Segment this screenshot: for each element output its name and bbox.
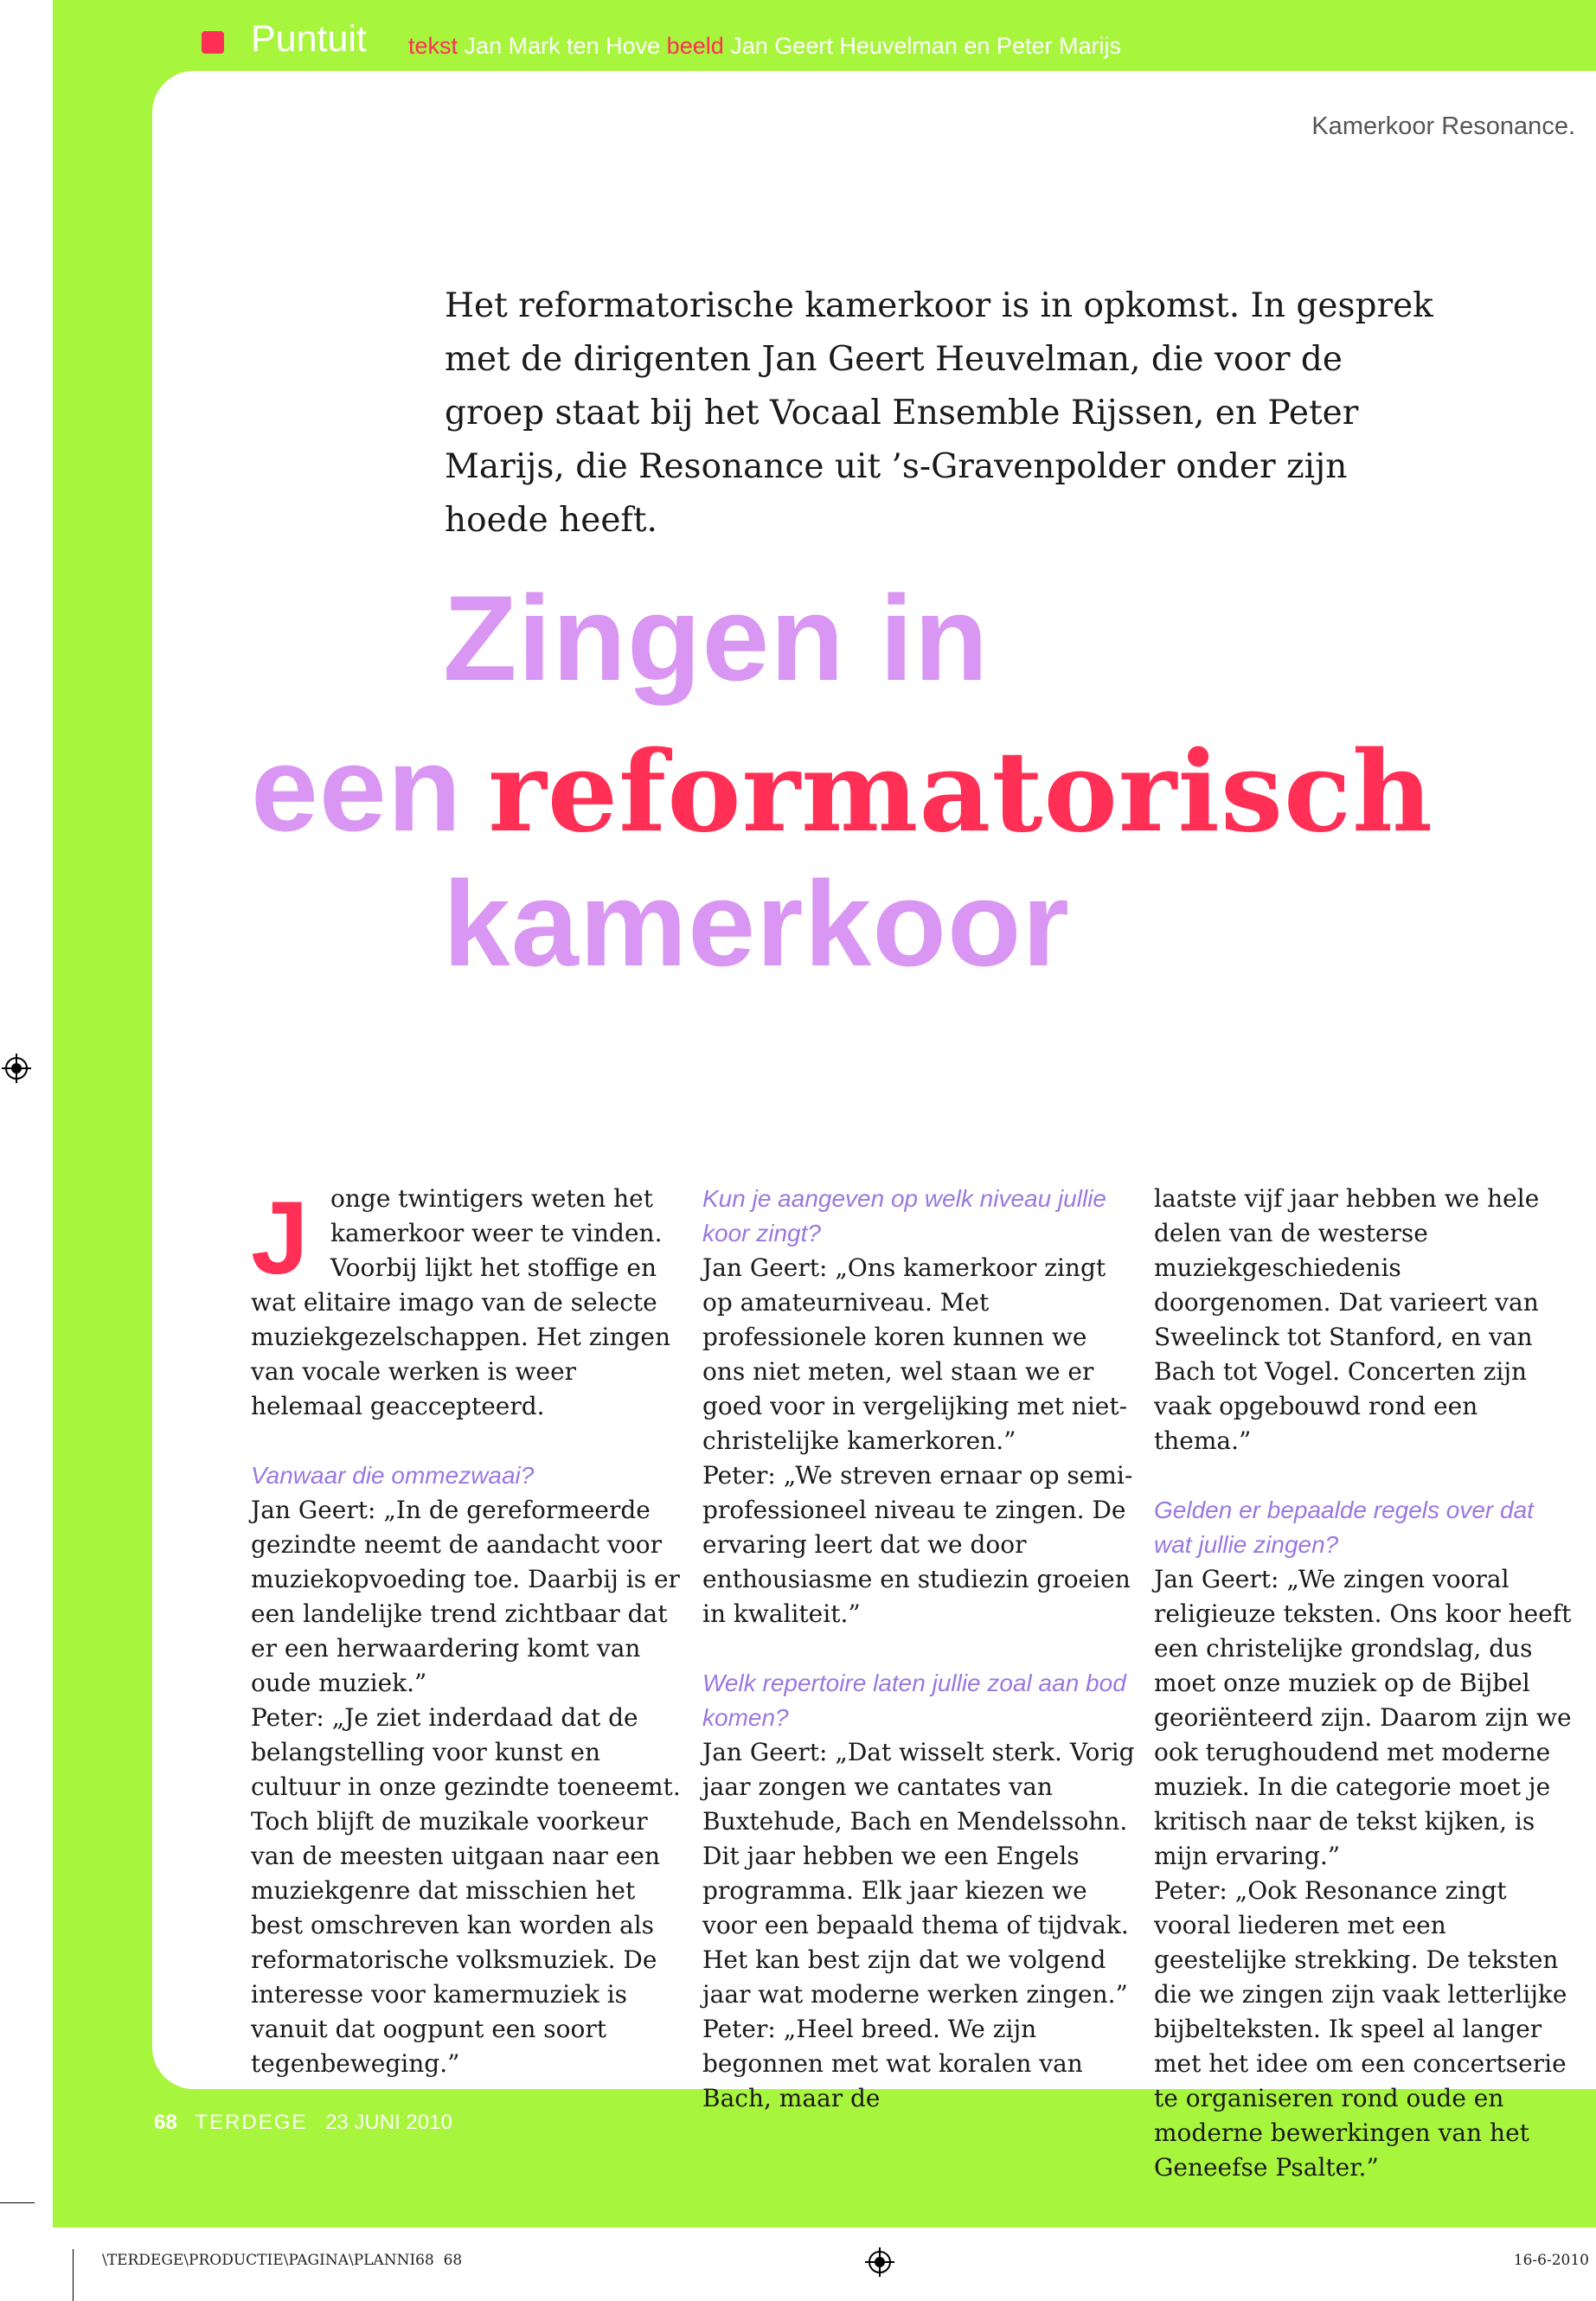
registration-mark-icon	[865, 2247, 894, 2277]
answer: Jan Geert: „Ons kamerkoor zingt op amateurniveau. Met professionele koren kunnen we ons niet meten, wel staan we er goed voor in vergelijking met niet-christelijke kamerkoren.”	[702, 1253, 1128, 1455]
answer: Jan Geert: „In de gereformeerde gezindte neemt de aandacht voor muziekopvoeding toe. Daarbij is er een landelijke trend zichtbaar dat er een herwaardering komt van oude muziek.”	[251, 1496, 680, 1697]
text-author: Jan Mark ten Hove	[464, 33, 661, 59]
print-slug	[102, 2252, 462, 2269]
lead-line-1: onge twintigers weten het	[330, 1184, 653, 1213]
answer: Jan Geert: „We zingen vooral religieuze teksten. Ons koor heeft een christelijke grondslag, dus moet onze muziek op de Bijbel georiënteerd zijn. Daarom zijn we ook terughoudend met moderne muziek. In die categorie moet je kritisch naar de tekst kijken, is mijn ervaring.”	[1154, 1565, 1572, 1870]
slug-page: 68	[443, 2252, 463, 2269]
slug-date: 16-6-2010	[1513, 2252, 1589, 2269]
page-footer	[154, 2111, 452, 2135]
headline-line-3: kamerkoor	[443, 856, 1070, 991]
question: Vanwaar die ommezwaai?	[251, 1462, 535, 1489]
section-title: Puntuit	[251, 18, 367, 60]
answer: Peter: „Ook Resonance zingt vooral liederen met een geestelijke strekking. De teksten die we zingen zijn vaak letterlijke bijbelteksten. Ik speel al langer met het idee om een concertserie te organiseren rond oude en moderne bewerkingen van het Geneefse Psalter.”	[1154, 1876, 1567, 2182]
page-number: 68	[154, 2111, 177, 2134]
headline-word-een: een	[251, 721, 463, 856]
lead-line-2: kamerkoor weer te vinden.	[330, 1219, 663, 1247]
text-label: tekst	[408, 33, 458, 59]
intro-paragraph: Het reformatorische kamerkoor is in opkomst. In gesprek met de dirigenten Jan Geert Heuvelman, die voor de groep staat bij het Vocaal Ensemble Rijssen, en Peter Marijs, die Resonance uit ’s-Gravenpolder onder zijn hoede heeft.	[445, 286, 1433, 540]
answer: Peter: „Je ziet inderdaad dat de belangstelling voor kunst en cultuur in onze gezindte toeneemt. Toch blijft de muzikale voorkeur van de meesten uitgaan naar een muziekgenre dat misschien het best omschreven kan worden als reformatorische volksmuziek. De interesse voor kamermuziek is vanuit dat oogpunt een soort tegenbeweging.”	[251, 1703, 681, 2078]
article-column-2	[702, 1182, 1135, 2116]
photo-caption: Kamerkoor Resonance.	[1311, 112, 1575, 140]
answer: laatste vijf jaar hebben we hele delen van de westerse muziekgeschiedenis doorgenomen. Dat varieert van Sweelinck tot Stanford, en van Bach tot Vogel. Concerten zijn vaak opgebouwd rond een thema.”	[1154, 1184, 1540, 1455]
article-column-1	[251, 1182, 683, 2081]
lead-paragraph-rest: wat elitaire imago van de selecte muziekgezelschappen. Het zingen van vocale werken is weer helemaal geaccepteerd.	[251, 1288, 671, 1420]
drop-cap: J	[251, 1180, 309, 1296]
article-column-3	[1154, 1182, 1578, 2185]
credits	[408, 31, 1121, 61]
question: Gelden er bepaalde regels over dat wat jullie zingen?	[1154, 1497, 1534, 1558]
answer: Peter: „Heel breed. We zijn begonnen met wat koralen van Bach, maar de	[702, 2015, 1083, 2112]
lead-line-3: Voorbij lijkt het stoffige en	[330, 1253, 657, 1282]
crop-mark	[0, 2202, 35, 2203]
image-label: beeld	[666, 33, 724, 59]
crop-mark	[73, 2249, 74, 2301]
question: Welk repertoire laten jullie zoal aan bod komen?	[702, 1670, 1126, 1731]
question: Kun je aangeven op welk niveau jullie koor zingt?	[702, 1185, 1106, 1247]
registration-mark-icon	[2, 1054, 31, 1083]
issue-date: 23 JUNI 2010	[325, 2111, 452, 2134]
image-authors: Jan Geert Heuvelman en Peter Marijs	[730, 33, 1121, 59]
headline-line-1: Zingen in	[443, 570, 990, 706]
headline-line-2	[251, 720, 1433, 862]
answer: Jan Geert: „Dat wisselt sterk. Vorig jaar zongen we cantates van Buxtehude, Bach en Mendelssohn. Dit jaar hebben we een Engels programma. Elk jaar kiezen we voor een bepaald thema of tijdvak. Het kan best zijn dat we volgend jaar wat moderne werken zingen.”	[702, 1738, 1135, 2009]
headline-word-reformatorisch: reformatorisch	[488, 727, 1433, 857]
magazine-name: TERDEGE	[195, 2111, 308, 2134]
answer: Peter: „We streven ernaar op semi-professioneel niveau te zingen. De ervaring leert dat we door enthousiasme en studiezin groeien in kwaliteit.”	[702, 1461, 1133, 1628]
section-marker-icon	[202, 31, 224, 54]
slug-path: \TERDEGE\PRODUCTIE\PAGINA\PLANNI68	[102, 2252, 434, 2269]
